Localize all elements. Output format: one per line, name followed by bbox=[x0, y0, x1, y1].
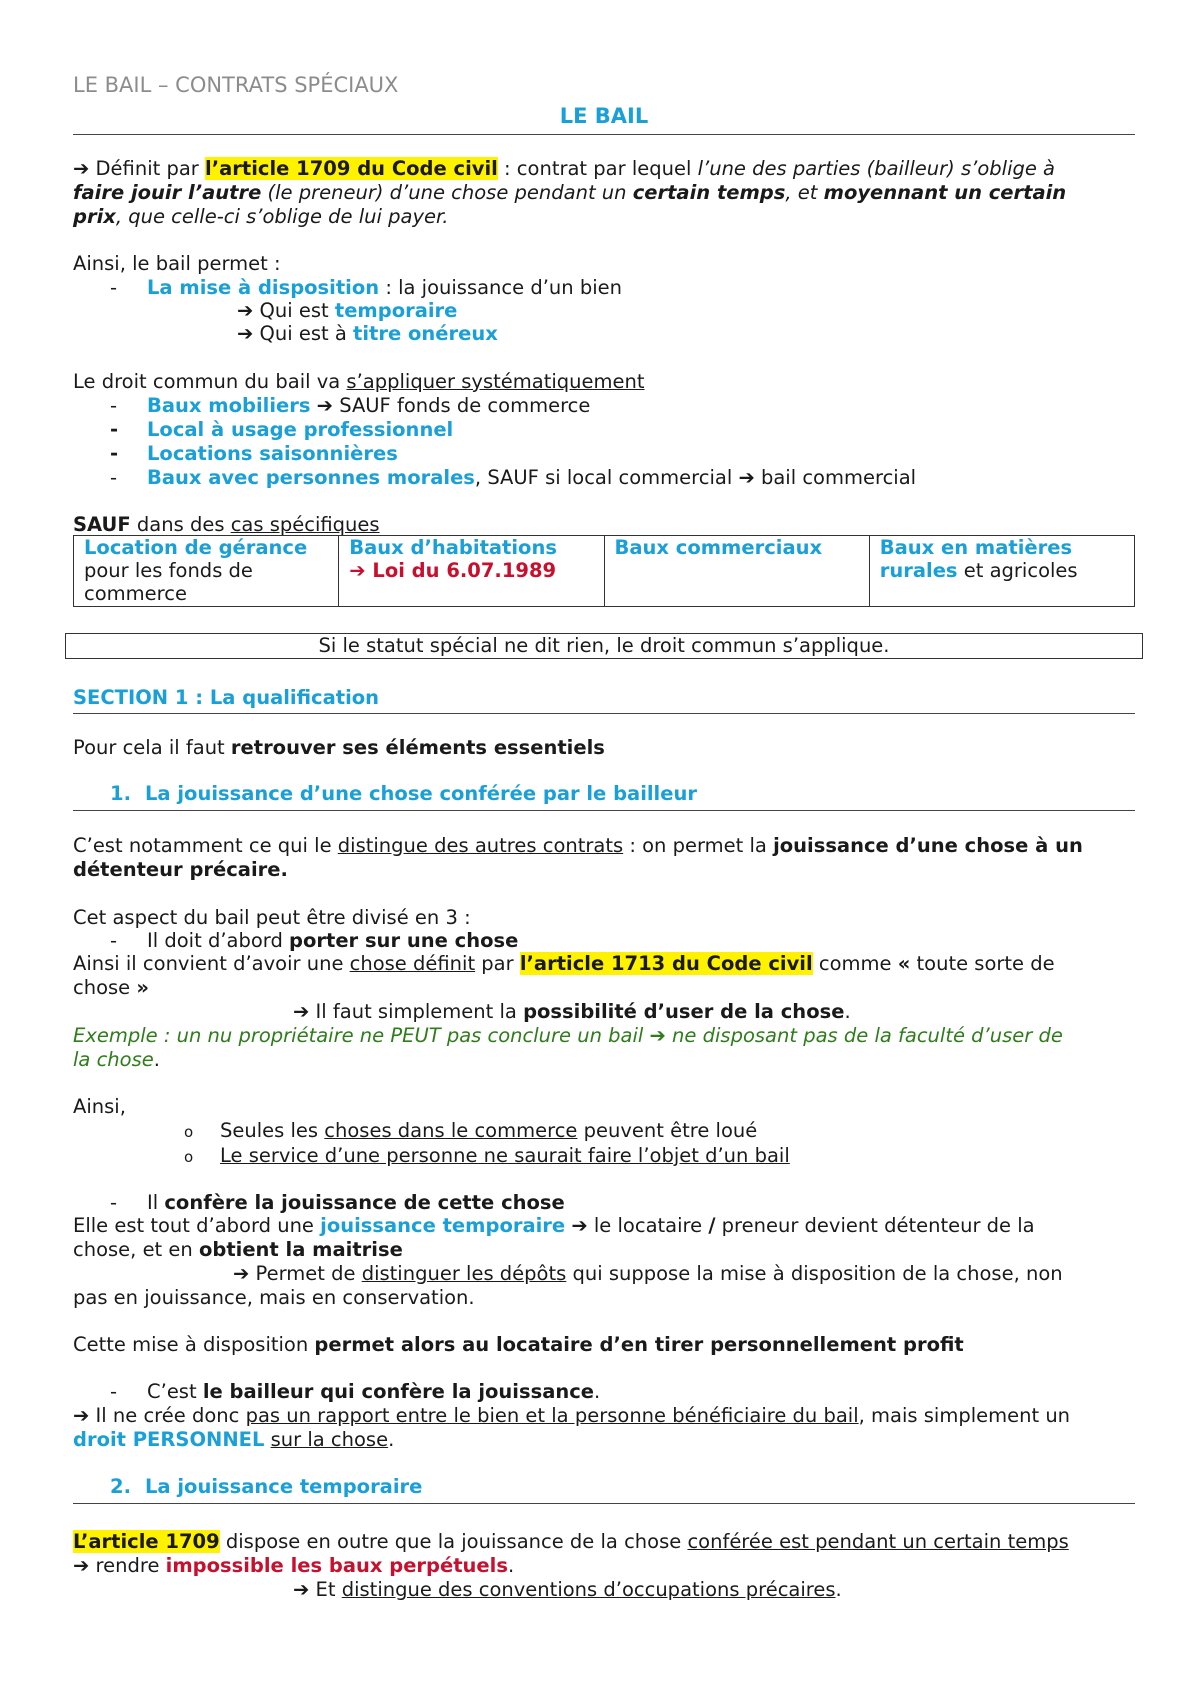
paragraph-line: Ainsi, bbox=[73, 1095, 126, 1118]
list-item: - Il doit d’abord porter sur une chose bbox=[110, 929, 519, 952]
paragraph-line: C’est notamment ce qui le distingue des autres contrats : on permet la jouissance d’une chose à un bbox=[73, 834, 1083, 857]
arrow-icon: ➔ bbox=[73, 1554, 90, 1577]
paragraph-line: Elle est tout d’abord une jouissance temporaire ➔ le locataire / preneur devient détenteur de la bbox=[73, 1214, 1035, 1237]
page-title: LE BAIL bbox=[559, 104, 649, 128]
table-cell: Baux commerciaux bbox=[604, 536, 869, 607]
arrow-icon: ➔ bbox=[316, 394, 333, 417]
arrow-icon: ➔ bbox=[738, 466, 755, 489]
arrow-icon: ➔ bbox=[649, 1024, 666, 1047]
table-cell: Location de gérance pour les fonds de commerce bbox=[74, 536, 339, 607]
example-line: la chose. bbox=[73, 1048, 160, 1071]
list-item: - La mise à disposition : la jouissance d’un bien bbox=[110, 276, 622, 299]
article-1709-highlight: l’article 1709 du Code civil bbox=[205, 157, 498, 180]
paragraph-line: Cet aspect du bail peut être divisé en 3 : bbox=[73, 906, 471, 929]
document-header: LE BAIL – CONTRATS SPÉCIAUX bbox=[73, 73, 399, 97]
list-item: - Baux mobiliers ➔ SAUF fonds de commerce bbox=[110, 394, 591, 417]
definition-line-3: prix, que celle-ci s’oblige de lui payer. bbox=[73, 205, 449, 228]
paragraph-line: ➔ Il ne crée donc pas un rapport entre le bien et la personne bénéficiaire du bail, mais simplement un bbox=[73, 1404, 1071, 1427]
paragraph-line: chose, et en obtient la maitrise bbox=[73, 1238, 403, 1261]
paragraph-line: Cette mise à disposition permet alors au locataire d’en tirer personnellement profit bbox=[73, 1333, 964, 1356]
arrow-icon: ➔ bbox=[237, 322, 254, 345]
article-1709-highlight: L’article 1709 bbox=[73, 1530, 220, 1553]
paragraph-line: droit PERSONNEL sur la chose. bbox=[73, 1428, 395, 1451]
arrow-icon: ➔ bbox=[571, 1214, 588, 1237]
list-item: - Locations saisonnières bbox=[110, 442, 398, 465]
sauf-line: SAUF dans des cas spécifiques bbox=[73, 513, 380, 536]
arrow-icon: ➔ bbox=[233, 1262, 250, 1285]
paragraph-line: Ainsi il convient d’avoir une chose définit par l’article 1713 du Code civil comme « toute sorte de bbox=[73, 952, 1055, 975]
paragraph-line: chose » bbox=[73, 976, 149, 999]
paragraph-line: ➔ Il faut simplement la possibilité d’user de la chose. bbox=[293, 1000, 851, 1023]
droit-commun-intro: Le droit commun du bail va s’appliquer systématiquement bbox=[73, 370, 645, 393]
section-rule bbox=[73, 713, 1135, 714]
article-1713-highlight: l’article 1713 du Code civil bbox=[519, 952, 813, 975]
list-item: - Local à usage professionnel bbox=[110, 418, 454, 441]
paragraph-line: pas en jouissance, mais en conservation. bbox=[73, 1286, 475, 1309]
paragraph-line: ➔ Et distingue des conventions d’occupations précaires. bbox=[293, 1578, 842, 1601]
arrow-icon: ➔ bbox=[73, 157, 90, 180]
list-item: o Le service d’une personne ne saurait faire l’objet d’un bail bbox=[184, 1144, 790, 1167]
example-line: Exemple : un nu propriétaire ne PEUT pas conclure un bail ➔ ne disposant pas de la faculté d’user de bbox=[73, 1024, 1063, 1047]
subsection-rule bbox=[73, 810, 1135, 811]
paragraph-line: détenteur précaire. bbox=[73, 858, 288, 881]
note-box: Si le statut spécial ne dit rien, le droit commun s’applique. bbox=[65, 633, 1143, 659]
table-cell: Baux d’habitations ➔ Loi du 6.07.1989 bbox=[339, 536, 604, 607]
paragraph-line: L’article 1709 dispose en outre que la jouissance de la chose conférée est pendant un certain temps bbox=[73, 1530, 1069, 1553]
section-heading: SECTION 1 : La qualification bbox=[73, 686, 380, 709]
arrow-icon: ➔ bbox=[237, 299, 254, 322]
subsection-heading-2: 2. La jouissance temporaire bbox=[110, 1475, 423, 1498]
definition-line-2: faire jouir l’autre (le preneur) d’une chose pendant un certain temps, et moyennant un certain bbox=[73, 181, 1067, 204]
list-subitem: ➔ Qui est à titre onéreux bbox=[237, 322, 498, 345]
arrow-icon: ➔ bbox=[293, 1578, 310, 1601]
list-subitem: ➔ Qui est temporaire bbox=[237, 299, 458, 322]
list-item: - Baux avec personnes morales, SAUF si local commercial ➔ bail commercial bbox=[110, 466, 917, 489]
arrow-icon: ➔ bbox=[73, 1404, 90, 1427]
list-item: o Seules les choses dans le commerce peuvent être loué bbox=[184, 1119, 758, 1142]
paragraph-line: ➔ Permet de distinguer les dépôts qui suppose la mise à disposition de la chose, non bbox=[233, 1262, 1063, 1285]
table-cell: Baux en matières rurales et agricoles bbox=[869, 536, 1134, 607]
special-leases-table bbox=[73, 535, 1135, 607]
pour-cela-line: Pour cela il faut retrouver ses éléments essentiels bbox=[73, 736, 605, 759]
subsection-heading-1: 1. La jouissance d’une chose conférée par le bailleur bbox=[110, 782, 697, 805]
paragraph-line: ➔ rendre impossible les baux perpétuels. bbox=[73, 1554, 515, 1577]
list-item: - Il confère la jouissance de cette chose bbox=[110, 1191, 565, 1214]
definition-line-1: ➔ Définit par l’article 1709 du Code civil : contrat par lequel l’une des parties (bailleur) s’oblige à bbox=[73, 157, 1056, 180]
subsection-rule bbox=[73, 1503, 1135, 1504]
title-rule bbox=[73, 134, 1135, 135]
arrow-icon: ➔ bbox=[349, 559, 366, 582]
ainsi-intro: Ainsi, le bail permet : bbox=[73, 252, 281, 275]
arrow-icon: ➔ bbox=[293, 1000, 310, 1023]
list-item: - C’est le bailleur qui confère la jouissance. bbox=[110, 1380, 601, 1403]
